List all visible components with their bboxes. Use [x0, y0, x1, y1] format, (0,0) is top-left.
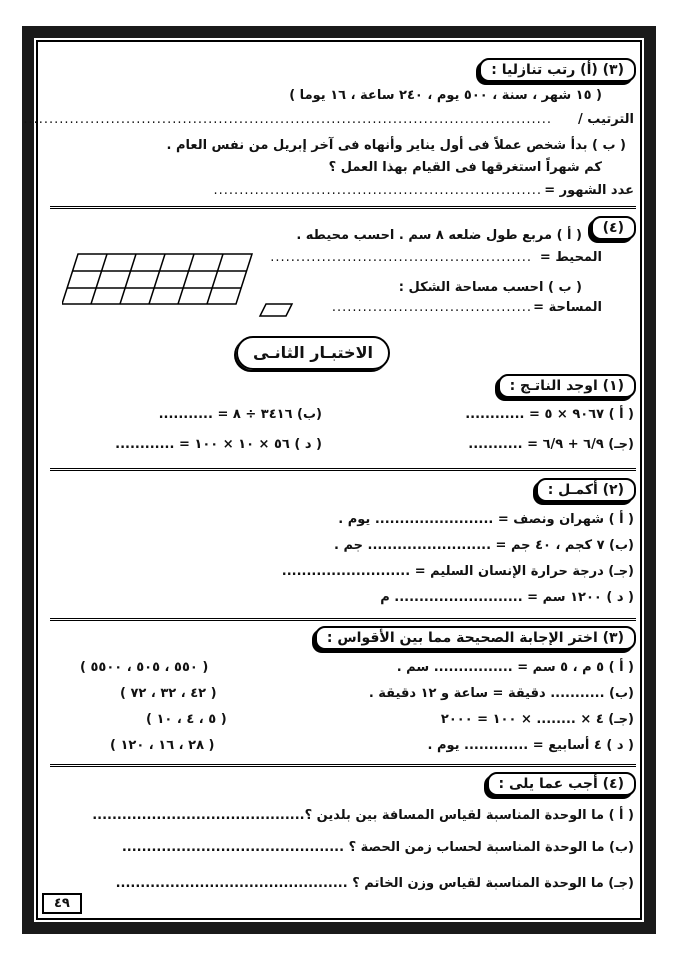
s3-b: (ب) ........... دقيقة = ساعة و ١٢ دقيقة . [368, 686, 634, 701]
s2-header: (٢) أكمـل : [536, 478, 636, 502]
q4-a: ( أ ) مربع طول ضلعه ٨ سم . احسب محيطه . [296, 228, 582, 243]
s2-d: ( د ) ١٢٠٠ سم = .......................... م [380, 590, 634, 605]
second-test-title: الاختبـار الثانـى [236, 336, 390, 370]
q3-months-label: عدد الشهور = [544, 183, 634, 198]
q3-b-line2: كم شهراً استغرقها فى القيام بهذا العمل ؟ [328, 160, 602, 175]
s3-a-options: ( ٥٥٠ ، ٥٠٥ ، ٥٥٠٠ ) [80, 660, 209, 675]
divider [50, 468, 636, 471]
divider [50, 206, 636, 209]
parallelogram-grid-figure [62, 250, 262, 310]
s3-d-options: ( ٢٨ ، ١٦ ، ١٢٠ ) [110, 738, 215, 753]
s4-header: (٤) أجب عما يلى : [487, 772, 637, 796]
s4-a: ( أ ) ما الوحدة المناسبة لقياس المسافة بين بلدين ؟........................................... [92, 808, 634, 823]
q3-header: (٣) (أ) رتب تنازليا : [479, 58, 636, 82]
s1-d: ( د ) ٥٦ × ١٠ × ١٠٠ = ............ [115, 437, 322, 452]
s3-d: ( د ) ٤ أسابيع = ............. يوم . [427, 738, 634, 753]
q3-order-label: الترتيب / [578, 112, 634, 127]
q3-order-dots: ....................................................................................................... [23, 112, 552, 127]
s3-b-options: ( ٤٢ ، ٣٢ ، ٧٢ ) [120, 686, 217, 701]
s2-c: (جـ) درجة حرارة الإنسان السليم = .......................... [281, 564, 634, 579]
s1-header: (١) اوجد الناتـج : [498, 374, 636, 398]
q4-perimeter-dots: ................................................... [270, 250, 532, 265]
s4-c: (جـ) ما الوحدة المناسبة لقياس وزن الخاتم ؟ ............................................... [115, 876, 634, 891]
page-number: ٤٩ [42, 893, 82, 914]
s3-header: (٣) اختر الإجابة الصحيحة مما بين الأقواس : [315, 626, 636, 650]
s1-a: ( أ ) ٩٠٦٧ × ٥ = ............ [465, 407, 634, 422]
q4-header: (٤) [591, 216, 636, 240]
s1-b: (ب) ٣٤١٦ ÷ ٨ = ........... [158, 407, 322, 422]
s3-c-options: ( ٥ ، ٤ ، ١٠ ) [146, 712, 227, 727]
unit-parallelogram-figure [258, 302, 294, 318]
s2-a: ( أ ) شهران ونصف = ........................ يوم . [338, 512, 634, 527]
q4-area-dots: ....................................... [331, 300, 532, 315]
s3-a: ( أ ) ٥ م ، ٥ سم = ................ سم . [396, 660, 634, 675]
s3-c: (جـ) ٤ × ........ × ١٠٠ = ٢٠٠٠ [440, 712, 634, 727]
s2-b: (ب) ٧ كجم ، ٤٠ جم = ......................... جم . [334, 538, 634, 553]
divider [50, 618, 636, 621]
q3-b-line1: ( ب ) بدأ شخص عملاً فى أول يناير وأنهاه فى آخر إبريل من نفس العام . [166, 138, 626, 153]
q3-items: ( ١٥ شهر ، سنة ، ٥٠٠ يوم ، ٢٤٠ ساعة ، ١٦ يوما ) [289, 88, 602, 103]
divider [50, 764, 636, 767]
worksheet-page [23, 40, 642, 920]
s4-b: (ب) ما الوحدة المناسبة لحساب زمن الحصة ؟ ............................................. [121, 840, 634, 855]
q3-months-dots: ................................................................ [213, 183, 542, 198]
q4-b: ( ب ) احسب مساحة الشكل : [398, 280, 582, 295]
q4-area-label: المساحة = [533, 300, 602, 315]
s1-c: (جـ) ٦/٩ + ٦/٩ = ........... [468, 437, 634, 452]
q4-perimeter-label: المحيط = [539, 250, 602, 265]
